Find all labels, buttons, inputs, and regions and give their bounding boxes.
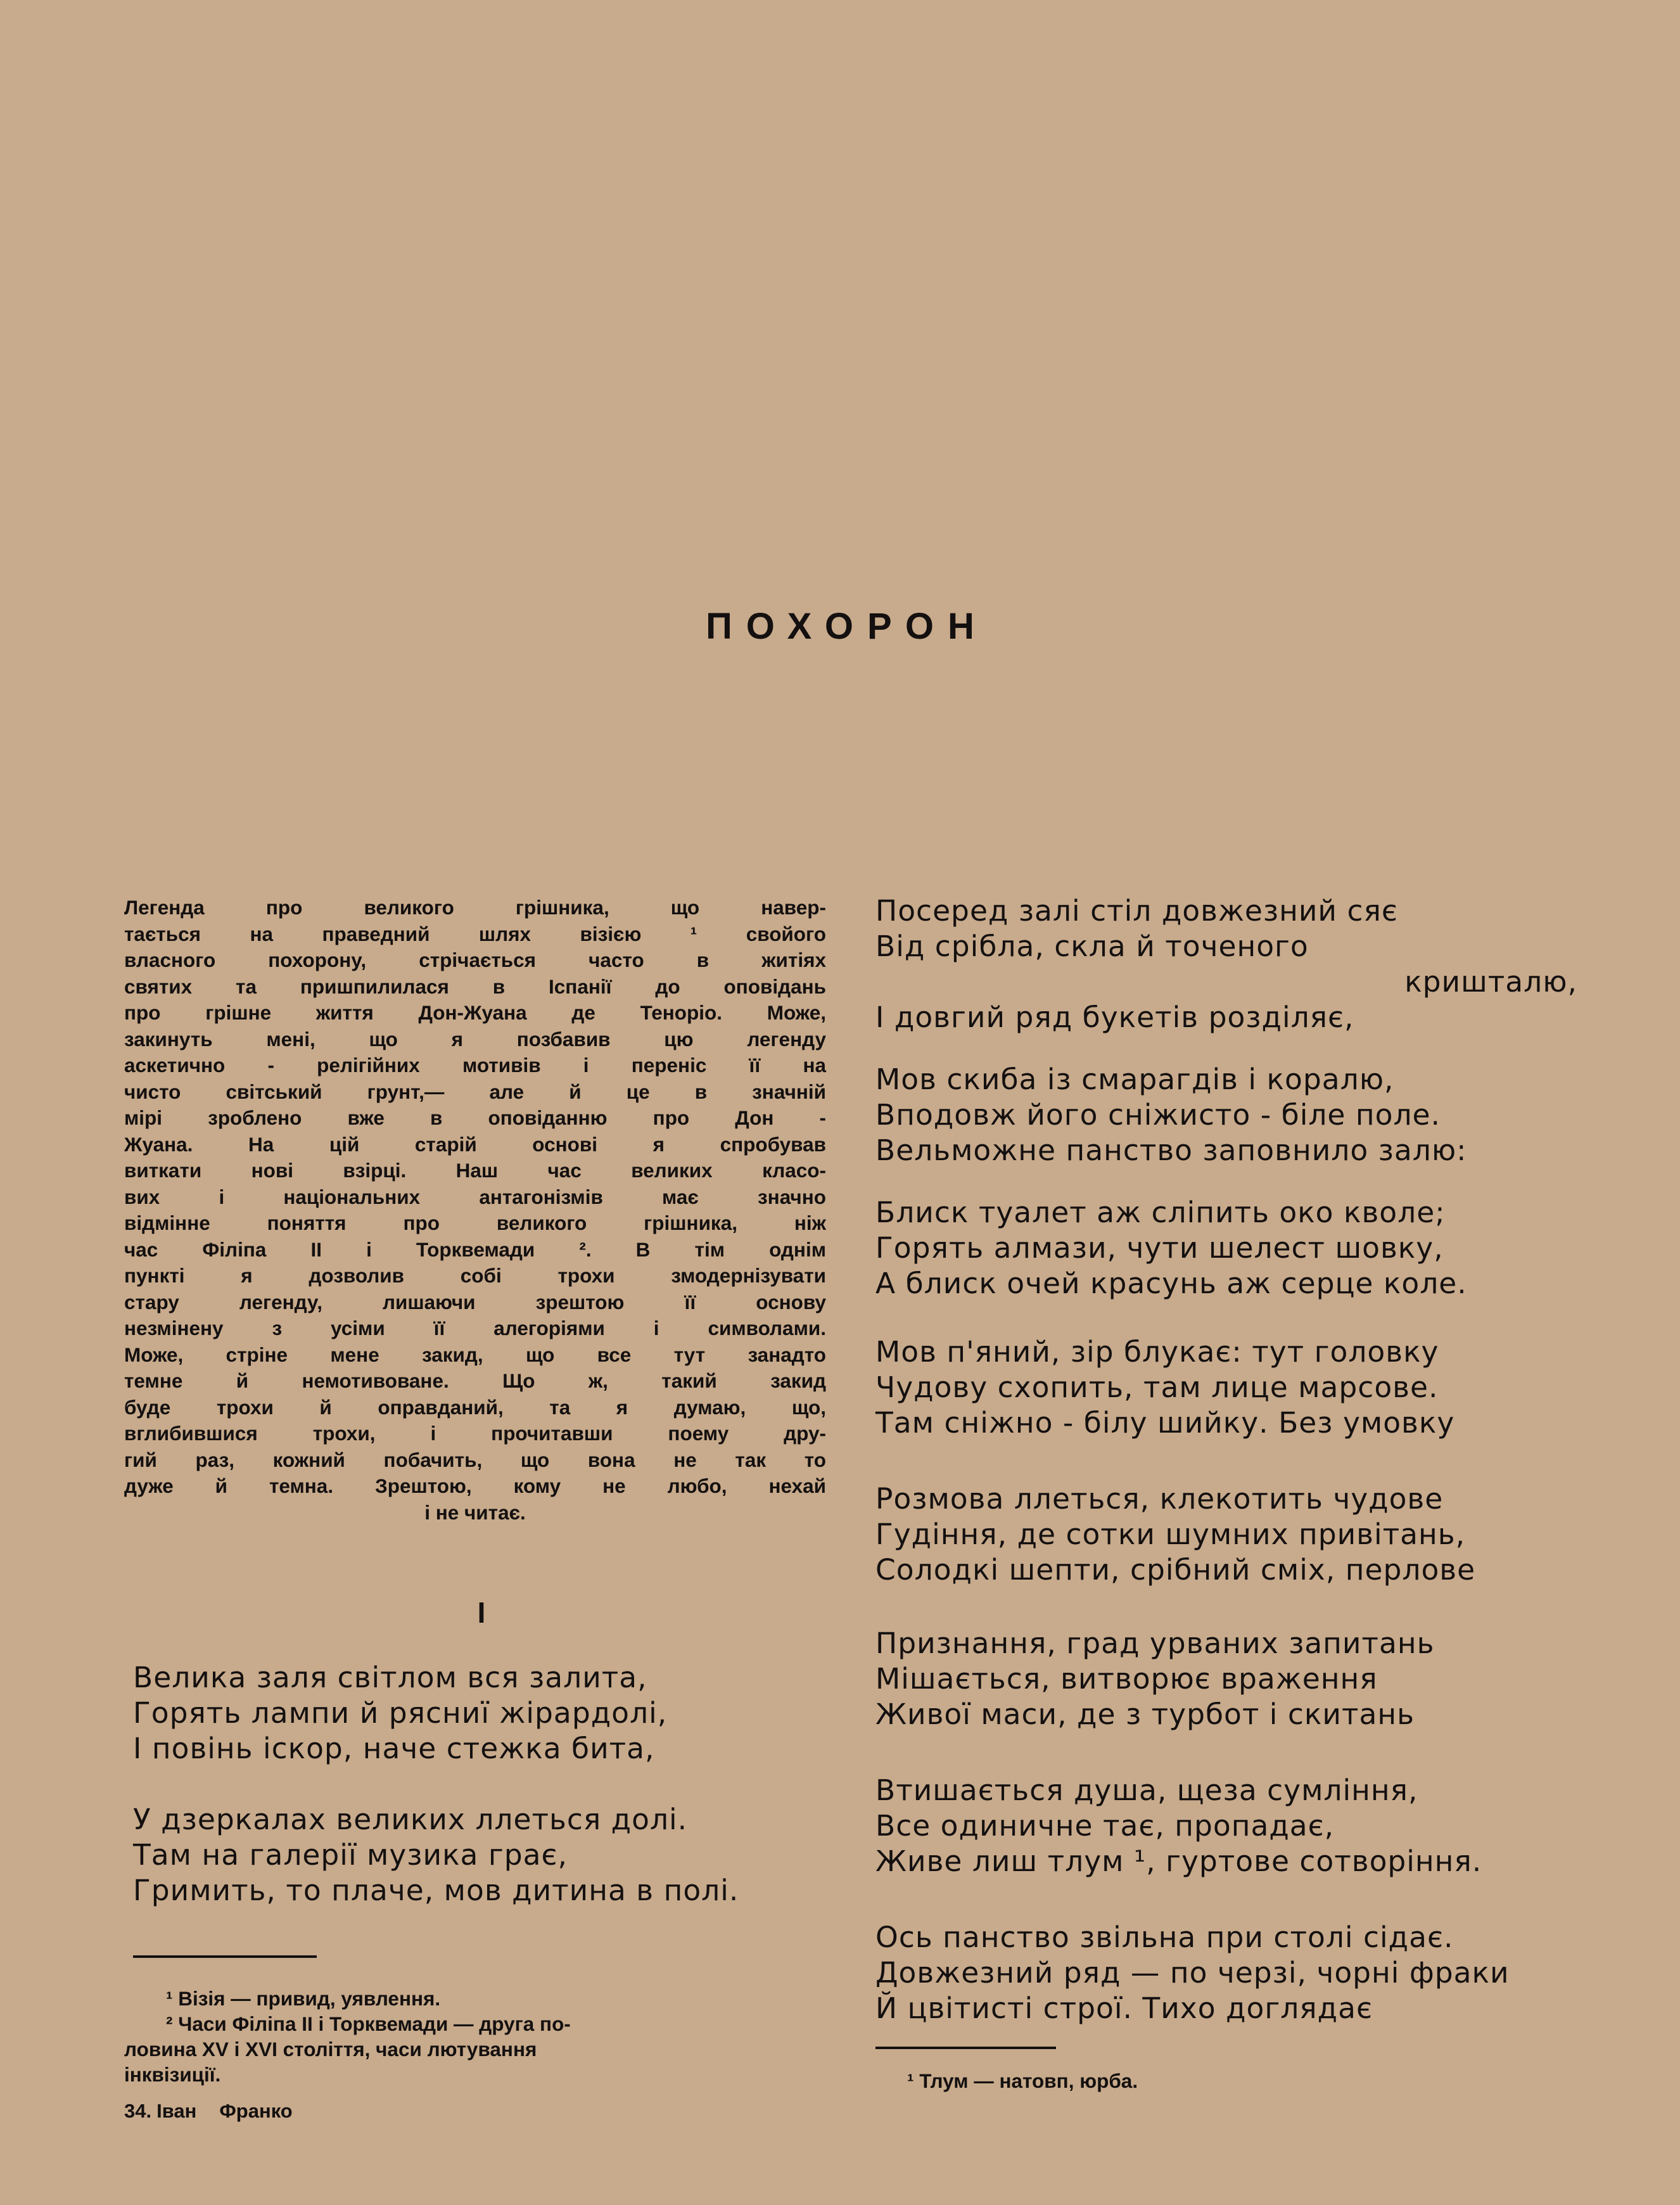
intro-line: буде трохи й оправданий, та я думаю, що,	[124, 1395, 826, 1419]
intro-line: виткати нові взірці. Наш час великих класо-	[124, 1159, 826, 1182]
verse-line: Велика заля світлом вся залита,	[133, 1661, 647, 1694]
intro-line: святих та пришпилилася в Іспанії до оповідань	[124, 975, 826, 998]
verse-line: Там на галерії музика грає,	[133, 1838, 568, 1872]
poem-title: ПОХОРОН	[706, 606, 988, 647]
verse-line: Й цвітисті строї. Тихо доглядає	[875, 1991, 1373, 2025]
intro-line: вглибившися трохи, і прочитавши поему дру-	[124, 1422, 826, 1445]
footnote-1: ¹ Візія — привид, уявлення.	[166, 1987, 441, 2010]
verse-line: Вподовж його сніжисто - біле поле.	[875, 1098, 1441, 1132]
footnote-tlum: ¹ Тлум — натовп, юрба.	[907, 2069, 1138, 2092]
page-footer	[124, 2100, 293, 2123]
intro-line: аскетично - релігійних мотивів і переніс її на	[124, 1054, 826, 1077]
verse-line: Гудіння, де сотки шумних привітань,	[875, 1518, 1466, 1551]
intro-line: відмінне поняття про великого грішника, ніж	[124, 1211, 826, 1234]
verse-line: Солодкі шепти, срібний сміх, перлове	[875, 1553, 1476, 1587]
verse-line: Мішається, витворює враження	[875, 1662, 1378, 1696]
intro-line: чисто світський грунт,— але й це в значній	[124, 1080, 826, 1103]
verse-line: Все одиничне тає, пропадає,	[875, 1809, 1335, 1843]
verse-line: І повінь іскор, наче стежка бита,	[133, 1732, 655, 1765]
verse-line: Розмова ллеться, клекотить чудове	[875, 1482, 1444, 1516]
intro-line: Жуана. На цій старій основі я спробував	[124, 1132, 826, 1156]
verse-line: Посеред залі стіл довжезний сяє	[875, 894, 1398, 928]
intro-line: мірі зроблено вже в оповіданню про Дон -	[124, 1106, 826, 1129]
verse-line: А блиск очей красунь аж серце коле.	[875, 1267, 1467, 1300]
intro-line: Легенда про великого грішника, що навер-	[124, 896, 826, 919]
verse-line: Горять алмази, чути шелест шовку,	[875, 1231, 1444, 1265]
introduction-paragraph	[124, 895, 826, 1526]
verse-line: У дзеркалах великих ллеться долі.	[133, 1803, 688, 1836]
intro-line: час Філіпа II і Торквемади ². В тім однім	[124, 1237, 826, 1261]
page-number: 34.	[124, 2100, 152, 2122]
intro-line: власного похорону, стрічається часто в житіях	[124, 949, 826, 971]
intro-line: стару легенду, лишаючи зрештою її основу	[124, 1290, 826, 1313]
footnote-2-continuation: інквізиції.	[124, 2063, 221, 2086]
intro-line: пункті я дозволив собі трохи змодернізувати	[124, 1264, 826, 1287]
intro-line: дуже й темна. Зрештою, кому не любо, нехай	[124, 1474, 826, 1497]
author-first-name: Іван	[156, 2100, 197, 2122]
intro-line: і не читає.	[424, 1500, 526, 1524]
intro-line: вих і національних антагонізмів має значно	[124, 1185, 826, 1208]
intro-line: про грішне життя Дон-Жуана де Теноріо. Може,	[124, 1001, 826, 1024]
verse-line: Там сніжно - білу шийку. Без умовку	[875, 1406, 1455, 1440]
section-number: I	[477, 1596, 486, 1629]
author-last-name: Франко	[219, 2100, 293, 2122]
verse-line: Блиск туалет аж сліпить око кволе;	[875, 1196, 1446, 1229]
verse-line: Мов скиба із смарагдів і коралю,	[875, 1063, 1394, 1096]
verse-line: Мов п'яний, зір блукає: тут головку	[875, 1335, 1439, 1369]
verse-line: Чудову схопить, там лице марсове.	[875, 1371, 1439, 1404]
intro-line: незмінену з усіми її алегоріями і символами.	[124, 1317, 826, 1339]
verse-line: Втишається душа, щеза сумління,	[875, 1774, 1418, 1807]
verse-line: Вельможне панство заповнило залю:	[875, 1134, 1467, 1167]
intro-line: темне й немотивоване. Що ж, такий закид	[124, 1369, 826, 1392]
footnote-2: ² Часи Філіпа II і Торквемади — друга по-	[166, 2012, 571, 2035]
footnote-divider	[875, 2047, 1056, 2049]
verse-line: Ось панство звільна при столі сідає.	[875, 1921, 1454, 1954]
verse-line: кришталю,	[1404, 965, 1577, 999]
verse-line: Гримить, то плаче, мов дитина в полі.	[133, 1874, 739, 1907]
verse-line: Признання, град урваних запитань	[875, 1627, 1435, 1660]
verse-line: Живе лиш тлум ¹, гуртове сотворіння.	[875, 1844, 1482, 1878]
footnote-2-continuation: ловина XV і XVI століття, часи лютування	[124, 2038, 537, 2061]
intro-line: тається на праведний шлях візією ¹ свойого	[124, 922, 826, 945]
verse-line: Від срібла, скла й точеного	[875, 930, 1309, 963]
verse-line: Довжезний ряд — по черзі, чорні фраки	[875, 1956, 1510, 1990]
intro-line: гий раз, кожний побачить, що вона не так то	[124, 1448, 826, 1471]
verse-line: Горять лампи й рясниї жірардолі,	[133, 1696, 668, 1730]
intro-line: закинуть мені, що я позбавив цю легенду	[124, 1027, 826, 1051]
verse-line: Живої маси, де з турбот і скитань	[875, 1697, 1415, 1731]
intro-line: Може, стріне мене закид, що все тут занадто	[124, 1343, 826, 1366]
verse-line: І довгий ряд букетів розділяє,	[875, 1000, 1354, 1034]
footnote-divider	[133, 1955, 317, 1958]
